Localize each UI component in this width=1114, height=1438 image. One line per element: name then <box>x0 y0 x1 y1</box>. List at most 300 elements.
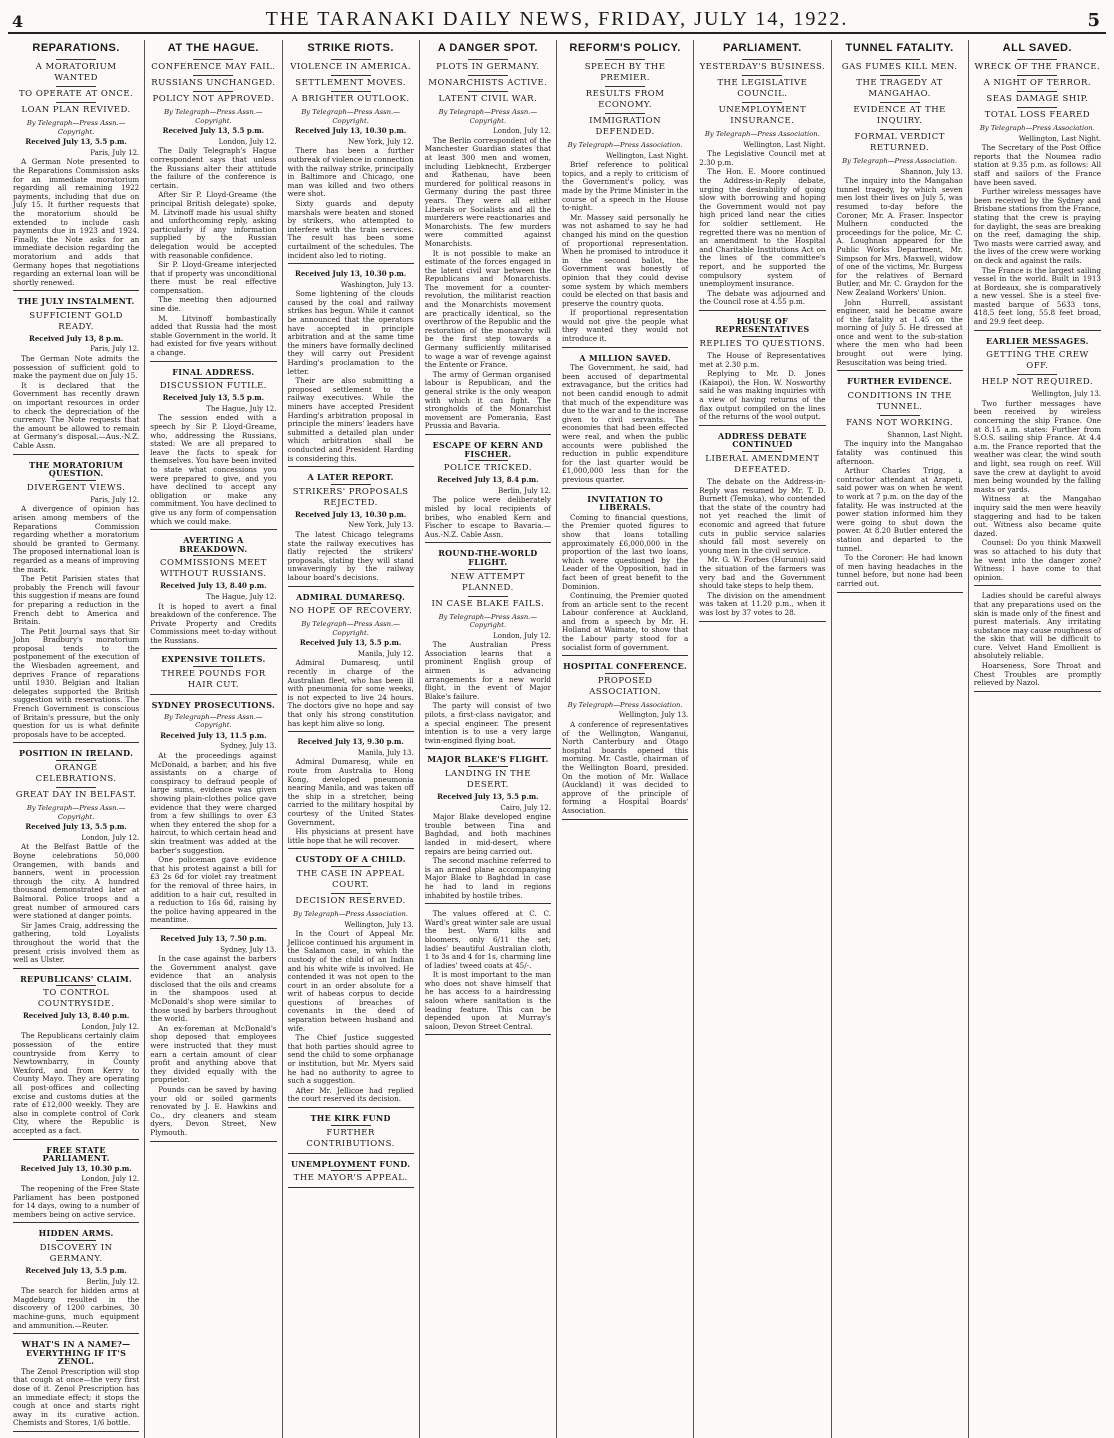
deck-divider <box>468 766 508 767</box>
article-paragraph: The debate was adjourned and the Council rose at 4.55 p.m. <box>699 288 826 307</box>
article <box>13 461 139 744</box>
deck-divider <box>56 86 96 87</box>
article <box>562 662 688 819</box>
subheadline: THE TRAGEDY AT MANGAHAO. <box>856 78 943 99</box>
article-divider <box>150 928 276 929</box>
article-divider <box>699 425 825 426</box>
article-paragraph: The party will consist of two pilots, a first-class navigator, and a special engineer. The present intention is to use a very large twin-engined flying boat. <box>424 701 551 745</box>
headline: FREE STATE PARLIAMENT. <box>42 1144 110 1164</box>
article-paragraph: Admiral Dumaresq, until recently in charge of the Australian fleet, who has been ill with pneumonia for some weeks, is not expected to live 24 hours. The doctors give no hope and say that only his strong constitution has kept him alive so long. <box>287 658 414 728</box>
article-paragraph: The France is the largest sailing vessel in the world. Built in 1913 at Bordeaux, she is comparatively a new vessel. She is a steel five-masted barque of 5633 tons, 418.5 feet long, 55.8 feet broad, and 29.9 feet deep. <box>973 265 1101 327</box>
dateline: Berlin, July 12. <box>498 486 551 495</box>
article-paragraph: Some lightening of the clouds caused by the coal and railway strikes has begun. While it cannot be announced that the operators have accepted in principle arbitration and at the same time the miners have formally declined they will carry out President Harding's proclamation to the letter. <box>287 289 414 376</box>
article <box>974 40 1101 331</box>
article <box>974 337 1101 587</box>
column-1 <box>8 40 145 1438</box>
article-paragraph: Their are also submitting a proposed settlement to the railway executives. While the miners have accepted President Harding's arbitration proposal in principle the miners' leaders have submitted a detailed plan under which arbitration shall be conducted and President Harding is considering this. <box>287 376 414 463</box>
article-divider <box>288 466 414 467</box>
article <box>974 592 1101 692</box>
article-divider <box>562 488 688 489</box>
article <box>13 40 139 291</box>
deck-divider <box>56 787 96 788</box>
article-paragraph: It is declared that the Government has recently drawn on important resources in order to check the depreciation of the currency. The Note requests that the amount be allowed to remain at Germany's disposal.—Aus.-N.Z. Cable Assn. <box>13 380 140 450</box>
dateline: Wellington, July 13. <box>618 711 689 720</box>
received-time: Received July 13, 10.30 p.m. <box>295 509 407 519</box>
column-6 <box>694 40 831 1438</box>
wire-credit: By Telegraph—Press Association. <box>842 157 958 165</box>
subheadline: GAS FUMES KILL MEN. <box>841 62 958 72</box>
article <box>837 377 963 592</box>
article <box>425 549 551 749</box>
article-paragraph: The Republicans certainly claim possession of the entire countryside from Kerry to Newtownbarry, in County Wexford, and from Kerry to County Mayo. They are operating all post-offices and collecting excise and customs duties at the rate of £12,000 weekly. They are also in complete control of Cork City, where the Republic is accepted as a fact. <box>13 1031 140 1135</box>
subheadline: NEW ATTEMPT PLANNED. <box>450 571 525 593</box>
dateline: Wellington, Last Night. <box>1018 134 1101 143</box>
deck-divider <box>331 484 371 485</box>
headline: THE MORATORIUM QUESTION. <box>29 459 124 479</box>
article <box>150 536 276 649</box>
article <box>288 593 414 733</box>
page-number: 5 <box>1087 10 1100 31</box>
article <box>150 701 276 929</box>
article-paragraph: The Secretary of the Post Office reports that the Noumea radio station at 9.35 p.m. as follows: All staff and sailors of the France have been saved. <box>973 143 1101 187</box>
received-time: Received July 13, 7.50 p.m. <box>160 933 267 943</box>
deck-divider <box>56 59 96 60</box>
article-divider <box>974 330 1101 331</box>
article <box>425 441 551 543</box>
deck-divider <box>331 866 371 867</box>
dateline: Berlin, July 12. <box>86 1277 140 1286</box>
article-paragraph: A divergence of opinion has arisen among members of the Reparations Commission regarding whether a moratorium should be granted to Germany. The proposed international loan is regarded as a means of improving the mark. <box>13 504 140 574</box>
received-time: Received July 13, 5.5 p.m. <box>299 638 402 648</box>
article-paragraph: The Australian Press Association learns that a prominent English group of airmen is advancing arrangements for a new world flight, in the event of Major Blake's failure. <box>424 640 551 701</box>
article <box>150 935 276 1142</box>
article <box>150 368 276 531</box>
article-paragraph: A German Note presented to the Reparations Commission asks for an immediate moratorium regarding all remaining 1922 payments, including that due on July 15. It further requests that the moratorium should be extended to include cash payments due in 1923 and 1924. Finally, the Note asks for an immediate decision regarding the moratorium and adds that Germany hopes that negotiations regarding an external loan will be shortly renewed. <box>13 157 140 287</box>
article-paragraph: The Zenol Prescription will stop that cough at once—the very first dose of it. Zenol Prescription has an immediate effect; it stops the cough at once and starts right away in its curative action. Chemists and Stores, 1/6 bottle. <box>13 1366 140 1428</box>
article-divider <box>150 694 276 695</box>
page-number-left: 4 <box>12 12 24 31</box>
deck-divider <box>56 102 96 103</box>
dateline: Paris, July 12. <box>90 148 140 157</box>
wire-credit: By Telegraph—Press Assn.—Copyright. <box>164 712 263 730</box>
article-paragraph: The German Note admits the possession of sufficient gold to make the payment due on July 15. <box>13 354 140 381</box>
received-time: Received July 13, 5.5 p.m. <box>437 792 539 801</box>
article-paragraph: Ladies should be careful always that any preparations used on the skin is made only of the finest and purest materials. Any irritating substance may cause roughness of the skin that will be difficult to cure. Velvet Hand Emollient is absolutely reliable. <box>973 591 1101 661</box>
article-divider <box>425 903 551 904</box>
headline: AT THE HAGUE. <box>167 42 259 54</box>
article-divider <box>699 310 825 311</box>
dateline: New York, July 13. <box>348 521 414 530</box>
article-paragraph: Mr. Massey said personally he was not ashamed to say he had changed his mind on the question of proportional representation. When he promised to introduce it in the second ballot, the Government was honestly of opinion that they could devise some system by which members could be elected on that basis and preserve the country quota. <box>562 212 689 308</box>
headline: REFORM'S POLICY. <box>569 42 681 54</box>
article <box>425 910 551 1035</box>
newspaper-page <box>8 40 1106 1428</box>
headline: ADDRESS DEBATE CONTINUED <box>717 430 807 450</box>
headline: REPUBLICANS' CLAIM. <box>20 973 133 984</box>
subheadline: PROPOSED ASSOCIATION. <box>589 675 661 697</box>
deck-divider <box>1017 59 1057 60</box>
subheadline: DECISION RESERVED. <box>295 895 406 906</box>
article-divider <box>837 370 963 371</box>
headline: EXPENSIVE TOILETS. <box>161 654 266 665</box>
subheadline: SEAS DAMAGE SHIP. <box>986 94 1089 104</box>
article <box>837 40 963 371</box>
article-divider <box>699 621 825 622</box>
wire-credit: By Telegraph—Press Association. <box>567 141 683 149</box>
article-paragraph: The latest Chicago telegrams state the railway executives has flatly rejected the strikers' proposals, stating they will stand unwaveringly by the railway labour board's decisions. <box>287 529 414 582</box>
received-time: Received July 13, 8.40 p.m. <box>160 581 267 591</box>
dateline: London, July 12. <box>493 631 551 640</box>
headline: ESCAPE OF KERN AND FISCHER. <box>432 439 544 459</box>
article-paragraph: Mr. G. W. Forbes (Hurunui) said the situation of the farmers was very bad and the Government should take steps to help them. <box>699 555 826 591</box>
subheadline: LANDING IN THE DESERT. <box>444 769 531 790</box>
received-time: Received July 13, 8.4 p.m. <box>437 475 539 485</box>
dateline: Shannon, July 13. <box>900 167 963 176</box>
deck-divider <box>331 75 371 76</box>
headline: SYDNEY PROSECUTIONS. <box>151 700 276 711</box>
received-time: Received July 13, 9.30 p.m. <box>297 737 404 747</box>
headline: INVITATION TO LIBERALS. <box>587 493 664 513</box>
dateline: Manila, July 12. <box>357 649 414 658</box>
article-paragraph: After Sir P. Lloyd-Greame (the principal British delegate) spoke, M. Litvinoff made his usual shifty and unforthcoming reply, asking particularly if any information supplied by the Russian delegation would be accepted with reasonable confidence. <box>150 190 277 260</box>
deck-divider <box>1017 75 1057 76</box>
article-paragraph: At the proceedings against McDonald, a barber, and his five assistants on a charge of conspiracy to defraud people of large sums, evidence was given showing plain-clothes police gave evidence that they were charged from a few shillings to over £3 when they entered the shop for a haircut, to which certain head and skin treatment was added at the barber's suggestion. <box>150 751 277 855</box>
subheadline: THE MAYOR'S APPEAL. <box>293 1173 408 1184</box>
headline: AVERTING A BREAKDOWN. <box>179 535 248 554</box>
article-divider <box>288 1107 414 1108</box>
article-paragraph: The debate on the Address-in-Reply was resumed by Mr. T. D. Burnett (Temuka), who contended that the state of the country had not yet reached the limit of economic and agreed that future cuts in public service salaries should fall most severely on young men in the civil service. <box>699 477 826 555</box>
column-2 <box>145 40 282 1438</box>
article-paragraph: The second machine referred to is an armed plane accompanying Major Blake to Baghdad in case he had to land in regions inhabited by hostile tribes. <box>424 856 551 900</box>
article-paragraph: Two further messages have been received by wireless concerning the ship France. One at 8.15 a.m. states: Further from S.O.S. sailing ship France. At 4.4 a.m. the France reported that the weather was clear, the wind south and light, sea rough on reef. Will save the crew at daylight to avoid men being wounded by the falling masts or yards. <box>973 398 1101 494</box>
subheadline: RUSSIANS UNCHANGED. <box>151 78 276 88</box>
received-time: Received July 13, 10.30 p.m. <box>20 1163 132 1173</box>
dateline: Wellington, July 13. <box>1031 390 1101 399</box>
subheadline: THREE POUNDS FOR HAIR CUT. <box>161 669 266 691</box>
headline: CUSTODY OF A CHILD. <box>295 854 406 865</box>
article-divider <box>425 434 551 435</box>
article-paragraph: In the case against the barbers the Government analyst gave evidence that an analysis disclosed that the oils and creams in the shampoos used at McDonald's shop were similar to those used by barbers throughout the world. <box>150 954 277 1024</box>
article-divider <box>150 529 276 530</box>
dateline: London, July 12. <box>493 127 551 136</box>
article <box>425 40 551 435</box>
subheadline: DISCOVERY IN GERMANY. <box>39 1242 113 1264</box>
received-time: Received July 13, 5.5 p.m. <box>162 393 265 403</box>
article-paragraph: The police were deliberately misled by local recipients of bribes, who enabled Kern and Fischer to escape to Bavaria.—Aus.-N.Z. Cable Assn. <box>424 495 551 539</box>
deck-divider <box>56 985 96 986</box>
article-paragraph: Major Blake developed engine trouble between Tina and Baghdad, and both machines landed in mid-desert, where repairs are being carried out. <box>424 812 551 856</box>
article <box>699 317 825 426</box>
headline: A DANGER SPOT. <box>437 42 538 54</box>
subheadline: FURTHER CONTRIBUTIONS. <box>306 1127 395 1149</box>
subheadline: WRECK OF THE FRANCE. <box>974 62 1101 72</box>
headline: POSITION IN IRELAND. <box>19 748 134 759</box>
subheadline: TO CONTROL COUNTRYSIDE. <box>37 988 115 1010</box>
headline: PARLIAMENT. <box>723 42 802 54</box>
deck-divider <box>331 1125 371 1126</box>
dateline: Washington, July 13. <box>340 280 414 289</box>
article-divider <box>425 1034 551 1035</box>
subheadline: COMMISSIONS MEET WITHOUT RUSSIANS. <box>159 558 267 580</box>
article-divider <box>974 691 1101 692</box>
subheadline: CONDITIONS IN THE TUNNEL. <box>847 390 952 412</box>
subheadline: IN CASE BLAKE FAILS. <box>431 598 545 609</box>
article <box>288 473 414 586</box>
article-divider <box>13 290 139 291</box>
article-paragraph: At the Belfast Battle of the Boyne celebrations 50,000 Orangemen, with bands and banners, went in procession through the city. A hundred thousand demonstrated later at Balmoral. Police troops and a great number of armoured cars were stationed at danger points. <box>13 842 140 921</box>
article-paragraph: His physicians at present have little hope that he will recover. <box>287 827 414 845</box>
deck-divider <box>1017 347 1057 348</box>
deck-divider <box>742 451 782 452</box>
article-paragraph: The meeting then adjourned sine die. <box>150 295 277 314</box>
article-divider <box>837 592 963 593</box>
deck-divider <box>468 91 508 92</box>
subheadline: A BRIGHTER OUTLOOK. <box>291 94 410 104</box>
subheadline: POLICY NOT APPROVED. <box>152 94 275 104</box>
headline: THE KIRK FUND <box>310 1113 391 1123</box>
article <box>288 40 414 264</box>
subheadline: PLOTS IN GERMANY. <box>436 62 540 72</box>
article <box>13 1229 139 1334</box>
headline: STRIKE RIOTS. <box>307 42 394 54</box>
subheadline: RESULTS FROM ECONOMY. <box>585 89 665 110</box>
article <box>13 749 139 968</box>
dateline: Wellington, Last Night. <box>743 140 826 149</box>
article <box>13 1146 139 1224</box>
received-time: Received July 13, 5.5 p.m. <box>25 137 127 147</box>
wire-credit: By Telegraph—Press Assn.—Copyright. <box>26 804 126 821</box>
dateline: Paris, July 12. <box>90 495 140 504</box>
subheadline: MONARCHISTS ACTIVE. <box>428 78 548 88</box>
subheadline: A NIGHT OF TERROR. <box>983 78 1092 88</box>
subheadline: LOAN PLAN REVIVED. <box>21 105 131 115</box>
article-paragraph: The army of German organised labour is Republican, and the general strike is the only weapon with which it can fight. The strongholds of the Monarchist movement are Pomerania, East Prussia and Bavaria. <box>424 369 551 431</box>
dateline: London, July 12. <box>81 1175 140 1184</box>
deck-divider <box>605 673 645 674</box>
article-paragraph: The Legislative Council met at 2.30 p.m. <box>699 149 826 167</box>
subheadline: A MORATORIUM WANTED <box>35 62 117 83</box>
article <box>13 975 139 1140</box>
subheadline: LIBERAL AMENDMENT DEFEATED. <box>705 454 820 475</box>
subheadline: FANS NOT WORKING. <box>846 417 954 428</box>
deck-divider <box>56 480 96 481</box>
deck-divider <box>880 129 920 130</box>
deck-divider <box>1017 107 1057 108</box>
deck-divider <box>193 666 233 667</box>
article <box>288 270 414 467</box>
article-paragraph: It is not possible to make an estimate of the forces engaged in the latent civil war between the Republicans and Monarchists. The movement for a counter-revolution, the militarist reaction and the Monarchists movement are practically identical, so the overthrow of the Republic and the restoration of the monarchy will be the first step towards a Germany sufficiently militarised to wage a war of revenge against the Entente or France. <box>424 248 551 370</box>
article-paragraph: The Chief Justice suggested that both parties should agree to send the child to some orphanage or institution, but Mr. Myers said he had no authority to agree to such a suggestion. <box>287 1033 414 1086</box>
article-divider <box>288 586 414 587</box>
newspaper-title: THE TARANAKI DAILY NEWS, FRIDAY, JULY 14, 1922. <box>265 8 849 30</box>
column-8 <box>969 40 1106 1438</box>
article-divider <box>150 1141 276 1142</box>
headline: A MILLION SAVED. <box>579 352 671 363</box>
headline: HIDDEN ARMS. <box>38 1228 114 1239</box>
dateline: London, July 12. <box>81 833 140 842</box>
article-divider <box>288 731 414 732</box>
article <box>288 738 414 849</box>
dateline: Sydney, July 13. <box>220 945 277 954</box>
dateline: The Hague, July 12. <box>206 404 277 413</box>
article-paragraph: A conference of representatives of the Wellington, Wanganui, North Canterbury and Otago hospital boards opened this morning. Mr. Castle, chairman of the Wellington Board, presided. On the motion of Mr. Wallace (Auckland) it was decided to approve of the principle of forming a Hospital Boards' Association. <box>562 720 689 815</box>
article-paragraph: The Petit Parisien states that probably the French will favour this suggestion if means are found for preparing a reduction in the French debt to America and Britain. <box>13 574 140 627</box>
subheadline: THE LEGISLATIVE COUNCIL. <box>717 78 808 99</box>
deck-divider <box>468 569 508 570</box>
dateline: Sydney, July 13. <box>220 742 277 751</box>
article-divider <box>150 361 276 362</box>
deck-divider <box>193 91 233 92</box>
subheadline: STRIKERS' PROPOSALS REJECTED. <box>292 486 409 508</box>
article-paragraph: Replying to Mr. D. Jones (Kaiapoi), the Hon. W. Nosworthy said he was making inquiries with a view of having returns of the flax output compiled on the lines of the returns of the wool output. <box>699 369 826 422</box>
article-paragraph: The division on the amendment was taken at 11.20 p.m., when it was lost by 37 votes to 28. <box>699 590 826 617</box>
article-divider <box>13 1222 139 1223</box>
article <box>288 855 414 1108</box>
deck-divider <box>193 555 233 556</box>
article-divider <box>13 1333 139 1334</box>
article-paragraph: Witness at the Mangahao inquiry said the men were heavily staggering and had to be taken out. Witness also became quite dazed. <box>973 494 1101 538</box>
received-time: Received July 13, 8 p.m. <box>29 333 124 343</box>
received-time: Received July 13, 11.5 p.m. <box>160 730 267 740</box>
article-paragraph: John Hurrell, assistant engineer, said he became aware of the fatality at 1.45 on the morning of July 5. He dressed at once and went to the sub-station where the men who had been brought out were lying. Resuscitation was being tried. <box>836 297 963 367</box>
deck-divider <box>331 603 371 604</box>
column-4 <box>420 40 557 1438</box>
article-divider <box>288 263 414 264</box>
article-paragraph: The session ended with a speech by Sir P. Lloyd-Greame, who, addressing the Russians, stated: We are all prepared to leave the facts to speak for themselves. You have been invited to state what concessions you were prepared to give, and you have declined to accept any obligation or make any commitment. You have declined to give us any form of compensation which we could make. <box>150 413 277 526</box>
article <box>562 40 688 348</box>
article-paragraph: The Daily Telegraph's Hague correspondent says that unless the Russians alter their attitude the failure of the conference is certain. <box>150 146 277 190</box>
headline: FURTHER EVIDENCE. <box>847 376 953 387</box>
subheadline: IMMIGRATION DEFENDED. <box>589 116 662 137</box>
deck-divider <box>193 378 233 379</box>
article <box>699 40 825 311</box>
article-paragraph: Brief reference to political topics, and a reply to criticism of the Government's policy, was made by the Prime Minister in the course of a speech in the House to-night. <box>562 160 689 213</box>
dateline: Manila, July 13. <box>357 748 414 757</box>
received-time: Received July 13, 5.5 p.m. <box>25 822 127 832</box>
article-paragraph: In the Court of Appeal Mr. Jellicoe continued his argument in the Salamon case, in which the custody of the child of an Indian and his white wife is involved. He contended it was not open to the court in an order absolute for a writ of habeas corpus to decide questions of breaches of covenants in the deed of separation between husband and wife. <box>287 929 414 1033</box>
deck-divider <box>56 308 96 309</box>
dateline: The Hague, July 12. <box>206 592 277 601</box>
dateline: London, July 12. <box>218 137 277 146</box>
deck-divider <box>1017 91 1057 92</box>
subheadline: GREAT DAY IN BELFAST. <box>15 790 137 800</box>
subheadline: ORANGE CELEBRATIONS. <box>35 763 117 784</box>
headline: ROUND-THE-WORLD FLIGHT. <box>438 548 538 567</box>
article <box>699 432 825 622</box>
subheadline: TO OPERATE AT ONCE. <box>19 89 134 99</box>
dateline: Wellington, Last Night. <box>605 151 689 160</box>
article-paragraph: Pounds can be saved by having your old or soiled garments renovated by J. E. Hawkins and Co., dry cleaners and steam dyers, Devon Street, New Plymouth. <box>150 1085 277 1137</box>
masthead <box>8 4 1106 34</box>
deck-divider <box>468 460 508 461</box>
headline: HOUSE OF REPRESENTATIVES <box>715 315 810 335</box>
dateline: Shannon, Last Night. <box>887 430 963 439</box>
article-paragraph: An ex-foreman at McDonald's shop deposed that employees were instructed that they must earn a certain amount of clear profit and anything above that they divided equally with the proprietor. <box>150 1023 277 1085</box>
deck-divider <box>331 893 371 894</box>
wire-credit: By Telegraph—Press Assn.—Copyright. <box>438 612 538 630</box>
wire-credit: By Telegraph—Press Association. <box>704 130 820 138</box>
received-time: Received July 13, 10.30 p.m. <box>295 126 407 136</box>
article-paragraph: Sixty guards and deputy marshals were beaten and stoned by strikers, who attempted to interfere with the train services. The result has been some curtailment of the schedules. The incident also led to rioting. <box>287 198 414 260</box>
headline: HOSPITAL CONFERENCE. <box>563 661 688 672</box>
subheadline: SPEECH BY THE PREMIER. <box>584 62 666 83</box>
article-divider <box>13 742 139 743</box>
article <box>150 655 276 695</box>
subheadline: POLICE TRICKED. <box>443 463 533 474</box>
headline: A LATER REPORT. <box>307 472 394 483</box>
dateline: Wellington, July 13. <box>344 920 414 929</box>
deck-divider <box>605 86 645 87</box>
article-paragraph: Further wireless messages have been received by the Sydney and Brisbane stations from the France, stating that the crew is praying for daylight, the seas are breaking on the reef, damaging the ship. Two masts were carried away, and the lives of the crew were working on deck and against the rails. <box>973 187 1101 265</box>
column-5 <box>557 40 694 1438</box>
dateline: Paris, July 12. <box>90 345 140 354</box>
wire-credit: By Telegraph—Press Association. <box>567 700 683 709</box>
article-paragraph: The Hon. E. Moore continued the Address-in-Reply debate, urging the desirability of going slow with borrowing and hoping the Government would not pay high priced land near the cities for soldier settlement. He regretted there was no mention of an amendment to the Hospital and Charitable Institutions Act on the lines of the committee's report, and he supported the compulsory system of unemployment insurance. <box>699 167 826 289</box>
wire-credit: By Telegraph—Press Assn.—Copyright. <box>301 620 400 637</box>
deck-divider <box>468 596 508 597</box>
article <box>288 1114 414 1154</box>
deck-divider <box>56 1240 96 1241</box>
deck-divider <box>880 388 920 389</box>
article-divider <box>562 655 688 656</box>
deck-divider <box>193 75 233 76</box>
deck-divider <box>605 59 645 60</box>
article-divider <box>425 542 551 543</box>
article-paragraph: It is most important to the man who does not shave himself that he has access to a hairdressing saloon where sanitation is the leading feature. This can be depended upon at Murray's saloon, Devon Street Central. <box>424 970 551 1031</box>
deck-divider <box>742 336 782 337</box>
article-paragraph: Arthur Charles Trigg, a contractor attendant at Arapeti, said power was on when he went to work at 7 p.m. on the day of the fatality. He was instructed at the power station informed him they were going to shut down the power. At 8.20 Butler entered the station and departed to the tunnel. <box>836 466 963 553</box>
article-paragraph: The values offered at C. C. Ward's great winter sale are usual the best. Warm kilts and bloomers, only 6/11 the set; ladies' beautiful Australian cloth, 1 to 3s and 4 for 1s, charming line of ladies' tweed coats at 45/-. <box>424 909 551 970</box>
headline: ALL SAVED. <box>1002 42 1073 54</box>
dateline: Cairo, July 12. <box>500 803 551 812</box>
headline: UNEMPLOYMENT FUND. <box>290 1158 411 1169</box>
article-paragraph: Hoarseness, Sore Throat and Chest Troubles are promptly relieved by Nazol. <box>973 661 1101 688</box>
article-divider <box>562 347 688 348</box>
received-time: Received July 13, 10.30 p.m. <box>295 269 407 279</box>
deck-divider <box>880 102 920 103</box>
received-time: Received July 13, 5.5 p.m. <box>162 126 265 136</box>
article-divider <box>150 648 276 649</box>
subheadline: SETTLEMENT MOVES. <box>295 78 406 88</box>
deck-divider <box>1017 374 1057 375</box>
subheadline: LATENT CIVIL WAR. <box>438 94 538 104</box>
article-divider <box>13 968 139 969</box>
article-divider <box>288 1153 414 1154</box>
article-paragraph: Continuing, the Premier quoted from an article sent to the recent Labour conference at Auckland, and from a speech by Mr. H. Holland at Waimate, to show that the Labour party stood for a socialist form of government. <box>562 591 689 652</box>
article-paragraph: It is hoped to avert a final breakdown of the conference. The Private Property and Credits Commissions meet to-day without the Russians. <box>150 601 277 645</box>
deck-divider <box>742 102 782 103</box>
wire-credit: By Telegraph—Press Assn.—Copyright. <box>164 108 263 125</box>
article-paragraph: Coming to financial questions, the Premier quoted figures to show that loans totalling approximately £6,000,000 in the proportion of the last two loans, which were questioned by the Leader of the Opposition, had in fact been of great benefit to the Dominion. <box>562 512 689 591</box>
deck-divider <box>605 113 645 114</box>
wire-credit: By Telegraph—Press Association. <box>293 909 409 918</box>
headline: FINAL ADDRESS. <box>172 366 255 377</box>
article <box>425 755 551 904</box>
deck-divider <box>468 59 508 60</box>
deck-divider <box>56 760 96 761</box>
deck-divider <box>742 59 782 60</box>
subheadline: DISCUSSION FUTILE. <box>159 381 267 392</box>
article-divider <box>13 1431 139 1432</box>
article <box>288 1160 414 1189</box>
deck-divider <box>880 415 920 416</box>
headline: REPARATIONS. <box>32 42 120 54</box>
subheadline: TOTAL LOSS FEARED <box>984 110 1091 120</box>
subheadline: NO HOPE OF RECOVERY. <box>288 606 413 617</box>
article-paragraph: Counsel: Do you think Maxwell was so attached to his duty that he went into the danger zone? Witness: I have come to that opinion. <box>973 538 1101 582</box>
dateline: New York, July 12. <box>348 137 414 146</box>
headline: MAJOR BLAKE'S FLIGHT. <box>427 754 549 765</box>
